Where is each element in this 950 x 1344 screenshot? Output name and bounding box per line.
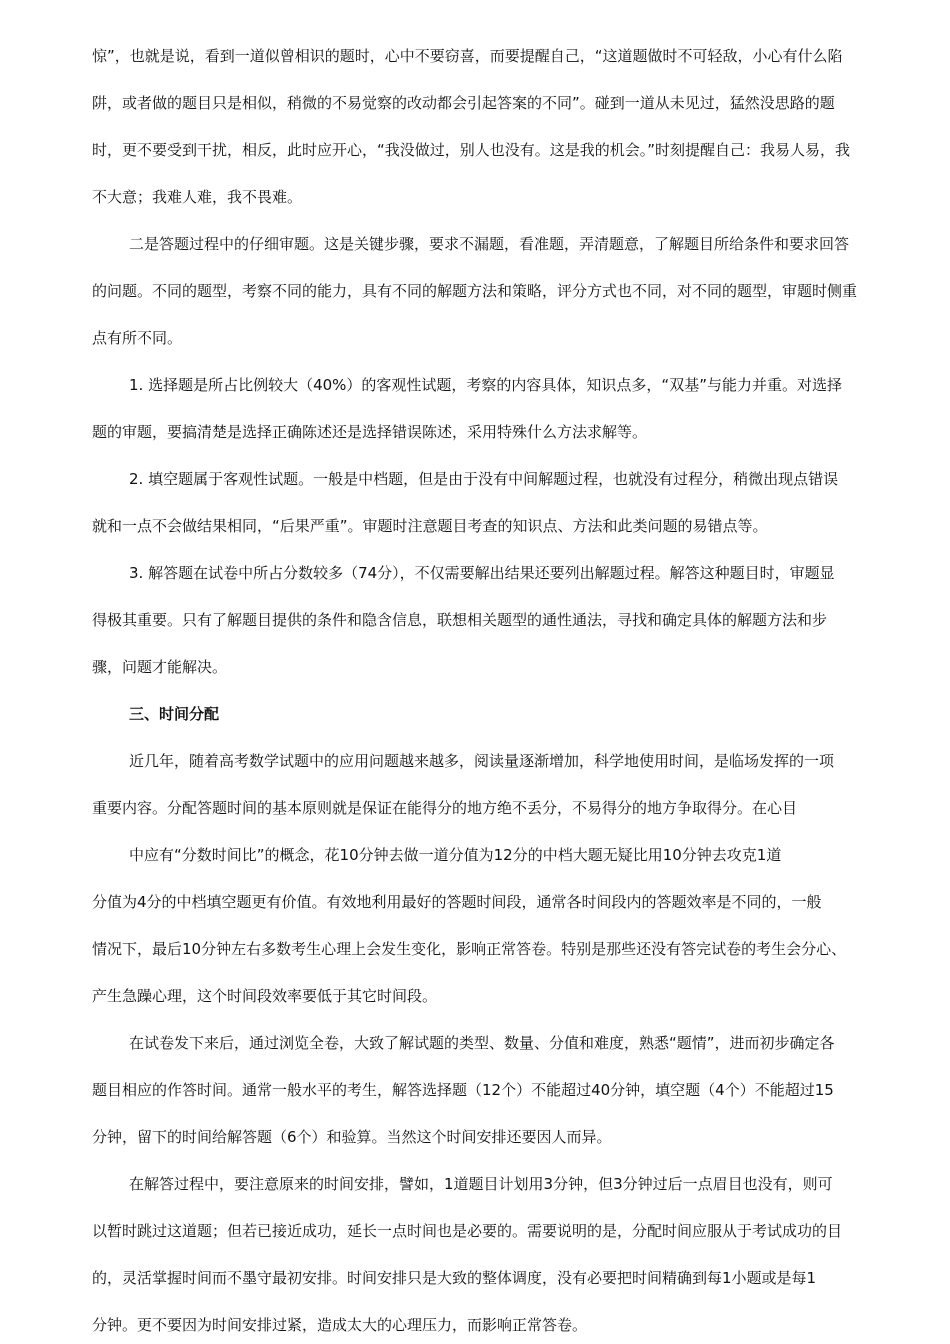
text-line: 点有所不同。 bbox=[92, 329, 183, 347]
text-line: 题的审题，要搞清楚是选择正确陈述还是选择错误陈述，采用特殊什么方法求解等。 bbox=[92, 423, 648, 441]
text-line: 分钟。更不要因为时间安排过紧，造成太大的心理压力，而影响正常答卷。 bbox=[92, 1316, 588, 1334]
text-line: 惊”，也就是说，看到一道似曾相识的题时，心中不要窃喜，而要提醒自己，“这道题做时不可轻敌，小心有什么陷 bbox=[92, 47, 843, 65]
paragraph-start: 二是答题过程中的仔细审题。这是关键步骤，要求不漏题，看准题，弄清题意，了解题目所给条件和要求回答 bbox=[129, 235, 850, 253]
text-line: 时，更不要受到干扰，相反，此时应开心，“我没做过，别人也没有。这是我的机会。”时刻提醒自己：我易人易，我 bbox=[92, 141, 851, 159]
list-item-3: 3. 解答题在试卷中所占分数较多（74分），不仅需要解出结果还要列出解题过程。解答这种题目时，审题显 bbox=[129, 564, 835, 582]
text-line: 骤，问题才能解决。 bbox=[92, 658, 228, 676]
text-line: 的，灵活掌握时间而不墨守最初安排。时间安排只是大致的整体调度，没有必要把时间精确到每1小题或是每1 bbox=[92, 1269, 817, 1287]
text-line: 分值为4分的中档填空题更有价值。有效地利用最好的答题时间段，通常各时间段内的答题效率是不同的，一般 bbox=[92, 893, 822, 911]
text-line: 中应有“分数时间比”的概念，花10分钟去做一道分值为12分的中档大题无疑比用10分钟去攻克1道 bbox=[129, 846, 782, 864]
text-line: 不大意；我难人难，我不畏难。 bbox=[92, 188, 303, 206]
list-item-1: 1. 选择题是所占比例较大（40%）的客观性试题，考察的内容具体，知识点多，“双基”与能力并重。对选择 bbox=[129, 376, 842, 394]
list-item-2: 2. 填空题属于客观性试题。一般是中档题，但是由于没有中间解题过程，也就没有过程分，稍微出现点错误 bbox=[129, 470, 839, 488]
text-line: 产生急躁心理，这个时间段效率要低于其它时间段。 bbox=[92, 987, 438, 1005]
text-line: 就和一点不会做结果相同，“后果严重”。审题时注意题目考查的知识点、方法和此类问题的易错点等。 bbox=[92, 517, 768, 535]
text-line: 以暂时跳过这道题；但若已接近成功，延长一点时间也是必要的。需要说明的是，分配时间应服从于考试成功的目 bbox=[92, 1222, 843, 1240]
paragraph-start: 近几年，随着高考数学试题中的应用问题越来越多，阅读量逐渐增加，科学地使用时间，是临场发挥的一项 bbox=[129, 752, 835, 770]
text-line: 分钟，留下的时间给解答题（6个）和验算。当然这个时间安排还要因人而异。 bbox=[92, 1128, 612, 1146]
section-heading: 三、时间分配 bbox=[129, 705, 220, 723]
text-line: 重要内容。分配答题时间的基本原则就是保证在能得分的地方绝不丢分，不易得分的地方争取得分。在心目 bbox=[92, 799, 798, 817]
text-line: 题目相应的作答时间。通常一般水平的考生，解答选择题（12个）不能超过40分钟，填空题（4个）不能超过15 bbox=[92, 1081, 834, 1099]
paragraph-start: 在试卷发下来后，通过浏览全卷，大致了解试题的类型、数量、分值和难度，熟悉“题情”，进而初步确定各 bbox=[129, 1034, 835, 1052]
paragraph-start: 在解答过程中，要注意原来的时间安排，譬如，1道题目计划用3分钟，但3分钟过后一点眉目也没有，则可 bbox=[129, 1175, 833, 1193]
document-page bbox=[92, 44, 912, 1337]
text-line: 得极其重要。只有了解题目提供的条件和隐含信息，联想相关题型的通性通法，寻找和确定具体的解题方法和步 bbox=[92, 611, 828, 629]
text-line: 的问题。不同的题型，考察不同的能力，具有不同的解题方法和策略，评分方式也不同，对不同的题型，审题时侧重 bbox=[92, 282, 858, 300]
text-line: 阱，或者做的题目只是相似，稍微的不易觉察的改动都会引起答案的不同”。碰到一道从未见过，猛然没思路的题 bbox=[92, 94, 835, 112]
text-line: 情况下，最后10分钟左右多数考生心理上会发生变化，影响正常答卷。特别是那些还没有答完试卷的考生会分心、 bbox=[92, 940, 847, 958]
